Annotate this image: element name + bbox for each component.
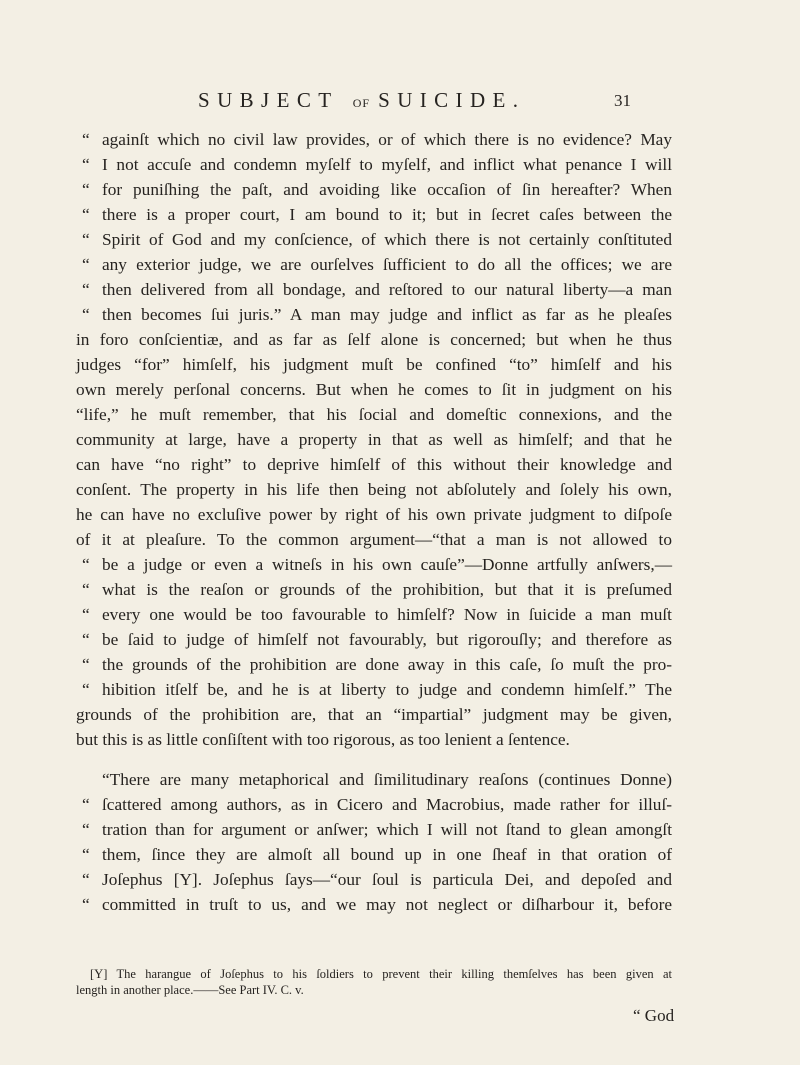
text-line: own merely perſonal concerns. But when he comes to ſit in judgment on his	[76, 380, 672, 399]
running-title	[198, 88, 525, 113]
text-line: “ then becomes ſui juris.” A man may judge and inflict as far as he pleaſes	[76, 302, 672, 327]
text-line: “ Spirit of God and my conſcience, of which there is not certainly conſtituted	[76, 227, 672, 252]
running-title-connector: OF	[352, 96, 371, 110]
page-number: 31	[614, 91, 631, 110]
text-line: “ committed in truſt to us, and we may not neglect or diſharbour it, before	[76, 892, 672, 917]
text-line: but this is as little conſiſtent with too rigorous, as too lenient a ſentence.	[76, 730, 570, 749]
text-line: “There are many metaphorical and ſimilitudinary reaſons (continues Donne)	[102, 770, 672, 789]
text-line: “ there is a proper court, I am bound to it; but in ſecret caſes between the	[76, 202, 672, 227]
text-line: “ the grounds of the prohibition are done away in this caſe, ſo muſt the pro-	[76, 652, 672, 677]
text-line: “ Joſephus [Y]. Joſephus ſays—“our ſoul is particula Dei, and depoſed and	[76, 867, 672, 892]
text-line: “ for puniſhing the paſt, and avoiding like occaſion of ſin hereafter? When	[76, 177, 672, 202]
text-line: “ any exterior judge, we are ourſelves ſufficient to do all the offices; we are	[76, 252, 672, 277]
text-line: “ ſcattered among authors, as in Cicero and Macrobius, made rather for illuſ-	[76, 792, 672, 817]
text-line: conſent. The property in his life then being not abſolutely and ſolely his own,	[76, 480, 672, 499]
text-line: “ then delivered from all bondage, and reſtored to our natural liberty—a man	[76, 277, 672, 302]
text-line: “ be ſaid to judge of himſelf not favourably, but rigorouſly; and therefore as	[76, 627, 672, 652]
text-line: “ I not accuſe and condemn myſelf to myſelf, and inflict what penance I will	[76, 152, 672, 177]
text-line: “ tration than for argument or anſwer; which I will not ſtand to glean amongſt	[76, 817, 672, 842]
running-title-right: SUICIDE.	[378, 88, 526, 112]
text-line: can have “no right” to deprive himſelf of this without their knowledge and	[76, 455, 672, 474]
text-line: “ againſt which no civil law provides, or of which there is no evidence? May	[76, 127, 672, 152]
text-line: “life,” he muſt remember, that his ſocial and domeſtic connexions, and the	[76, 405, 672, 424]
text-line: “ be a judge or even a witneſs in his own cauſe”—Donne artfully anſwers,—	[76, 552, 672, 577]
footnote	[76, 966, 672, 998]
footnote-line: length in another place.——See Part IV. C. v.	[76, 983, 304, 997]
text-line: judges “for” himſelf, his judgment muſt be confined “to” himſelf and his	[76, 355, 672, 374]
text-line: “ what is the reaſon or grounds of the prohibition, but that it is preſumed	[76, 577, 672, 602]
text-line: community at large, have a property in that as well as himſelf; and that he	[76, 430, 672, 449]
text-line: he can have no excluſive power by right of his own private judgment to diſpoſe	[76, 505, 672, 524]
running-head	[0, 88, 800, 118]
footnote-line: [Y] The harangue of Joſephus to his ſoldiers to prevent their killing themſelves has been given at	[90, 967, 672, 981]
text-line: of it at pleaſure. To the common argument—“that a man is not allowed to	[76, 530, 672, 549]
body-text	[76, 127, 672, 917]
paragraph-gap	[76, 752, 672, 767]
running-title-left: SUBJECT	[198, 88, 339, 112]
text-line: “ them, ſince they are almoſt all bound up in one ſheaf in that oration of	[76, 842, 672, 867]
paragraph	[76, 127, 672, 752]
paragraph	[76, 767, 672, 917]
text-line: grounds of the prohibition are, that an “impartial” judgment may be given,	[76, 705, 672, 724]
catchword: “ God	[633, 1006, 674, 1026]
text-line: in foro conſcientiæ, and as far as ſelf alone is concerned; but when he thus	[76, 330, 672, 349]
text-line: “ every one would be too favourable to himſelf? Now in ſuicide a man muſt	[76, 602, 672, 627]
text-line: “ hibition itſelf be, and he is at liberty to judge and condemn himſelf.” The	[76, 677, 672, 702]
